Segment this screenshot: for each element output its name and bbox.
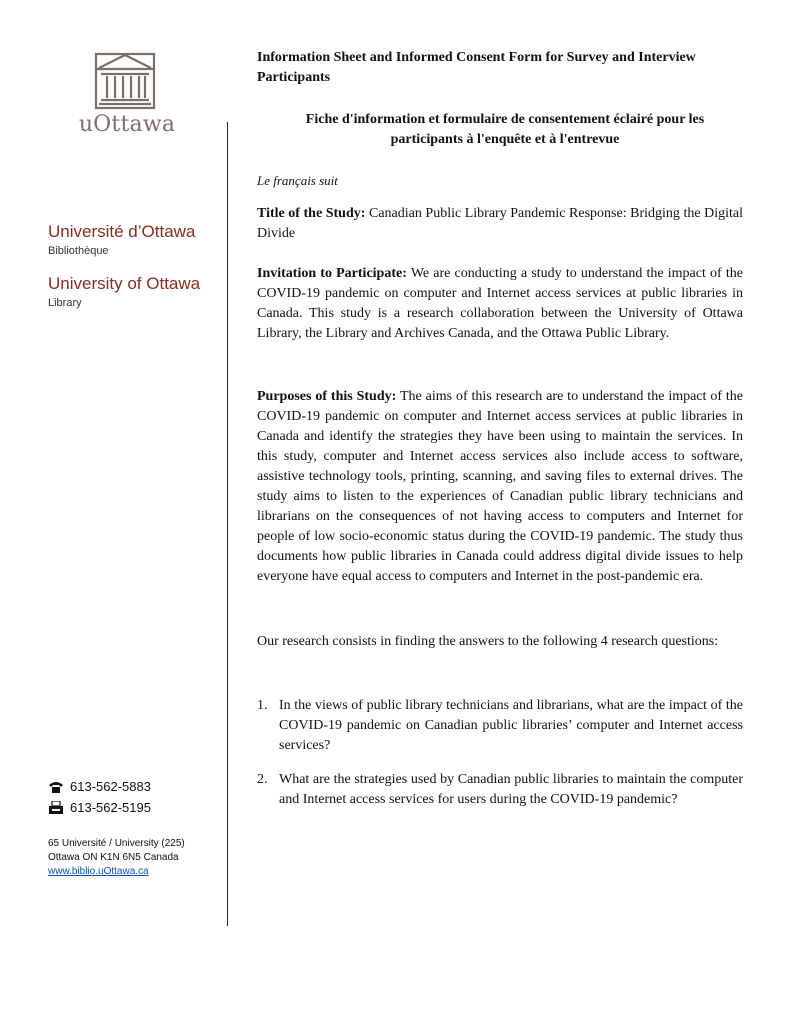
- question-text: What are the strategies used by Canadian public libraries to maintain the computer and Internet access services for users during the COVID-19 pandemic?: [279, 772, 743, 807]
- invitation-label: Invitation to Participate:: [257, 266, 407, 281]
- phone-contact: [48, 779, 151, 794]
- question-number: 1.: [257, 698, 268, 713]
- study-title-text: Canadian Public Library Pandemic Response: Bridging the Digital Divide: [257, 206, 744, 241]
- form-title-en: Information Sheet and Informed Consent Form for Survey and Interview Participants: [257, 50, 696, 85]
- research-intro-paragraph: Our research consists in finding the answers to the following 4 research questions:: [257, 634, 719, 649]
- question-number: 2.: [257, 772, 268, 787]
- library-label-fr: Bibliothèque: [48, 245, 109, 257]
- fax-number: 613-562-5195: [70, 800, 151, 815]
- university-name-fr: Université d’Ottawa: [48, 222, 196, 241]
- university-name-en: University of Ottawa: [48, 274, 201, 293]
- logo-wordmark: uOttawa: [78, 112, 176, 137]
- french-follows-note: Le français suit: [257, 173, 338, 188]
- invitation-paragraph: [257, 264, 743, 344]
- address-line-1: 65 Université / University (225): [48, 838, 185, 849]
- phone-number: 613-562-5883: [70, 779, 151, 794]
- study-title-label: Title of the Study:: [257, 206, 366, 221]
- invitation-text: We are conducting a study to understand the impact of the COVID-19 pandemic on computer and Internet access services at public libraries in Canada. This study is a research collaboration between the University of Ottawa Library, the Library and Archives Canada, and the Ottawa Public Library.: [257, 266, 743, 341]
- library-label-en: Library: [48, 297, 82, 309]
- list-item: [257, 696, 743, 756]
- fax-icon: [48, 801, 64, 815]
- vertical-divider: [227, 122, 228, 926]
- purposes-label: Purposes of this Study:: [257, 389, 397, 404]
- purposes-paragraph: [257, 387, 743, 587]
- form-title-fr: Fiche d'information et formulaire de consentement éclairé pour les participants à l'enquête et à l'entrevue: [305, 112, 705, 147]
- university-building-logo: [93, 52, 157, 110]
- fax-contact: [48, 800, 151, 815]
- address-line-2: Ottawa ON K1N 6N5 Canada: [48, 852, 179, 863]
- question-text: In the views of public library technicians and librarians, what are the impact of the COVID-19 pandemic on Canadian public libraries’ computer and Internet access services?: [279, 698, 743, 753]
- study-title-paragraph: [257, 204, 743, 244]
- telephone-icon: [48, 780, 64, 794]
- website-link[interactable]: www.biblio.uOttawa.ca: [48, 866, 149, 877]
- list-item: [257, 770, 743, 810]
- purposes-text: The aims of this research are to understand the impact of the COVID-19 pandemic on computer and Internet access services at public libraries in Canada and identify the strategies they have been using to maintain the services. In this study, computer and Internet access services also include access to software, assistive technology tools, printing, scanning, and saving files to external drives. The study aims to listen to the experiences of Canadian public library technicians and librarians on the consequences of not having access to computers and Internet for people of low socio-economic status during the COVID-19 pandemic. The study thus documents how public libraries in Canada could address digital divide issues to help everyone have equal access to computers and Internet in the post-pandemic era.: [257, 389, 743, 584]
